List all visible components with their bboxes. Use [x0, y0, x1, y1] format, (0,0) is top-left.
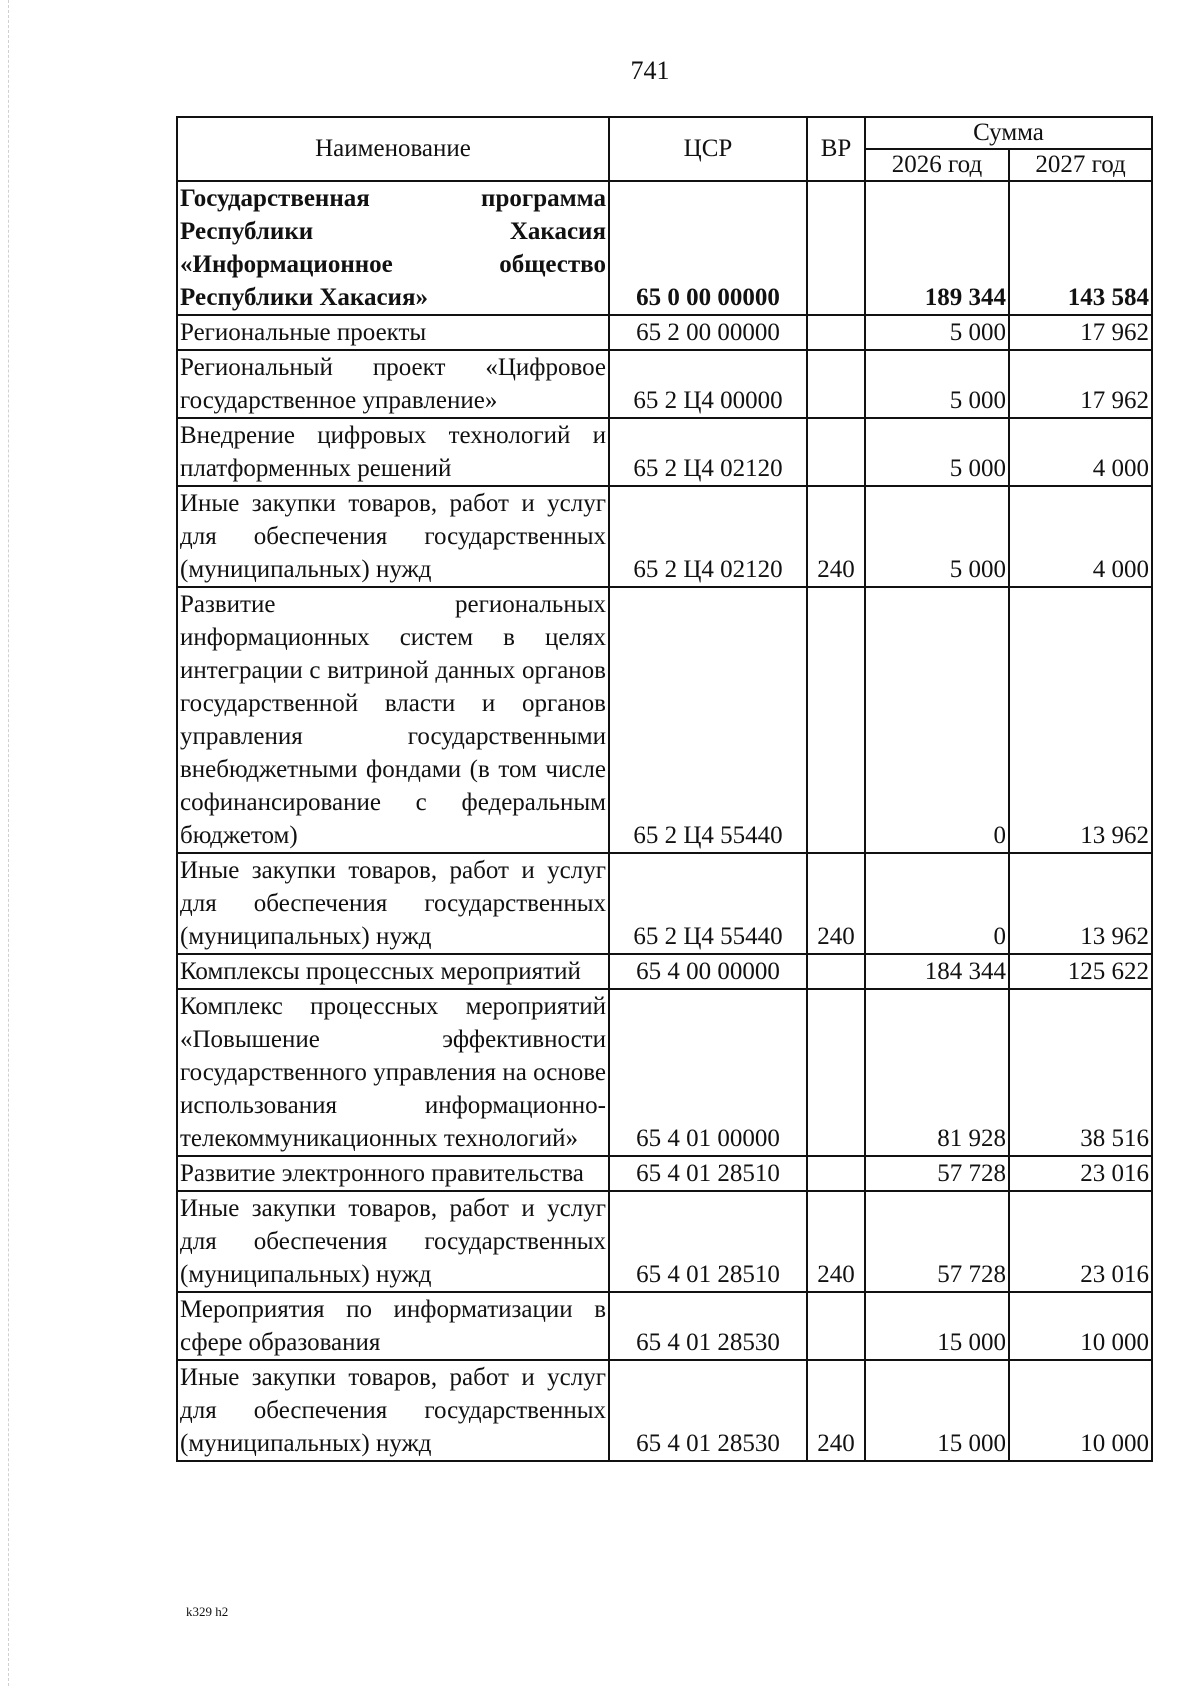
cell-vr	[807, 181, 865, 315]
header-sum: Сумма	[865, 117, 1152, 149]
header-vr: ВР	[807, 117, 865, 181]
cell-csr: 65 4 01 28510	[609, 1156, 807, 1191]
cell-csr: 65 4 01 28510	[609, 1191, 807, 1292]
cell-csr: 65 2 Ц4 55440	[609, 587, 807, 853]
cell-2027: 143 584	[1009, 181, 1152, 315]
cell-2026: 57 728	[865, 1191, 1009, 1292]
cell-vr: 240	[807, 853, 865, 954]
cell-csr: 65 2 Ц4 55440	[609, 853, 807, 954]
table-row	[177, 350, 1152, 418]
table-row	[177, 486, 1152, 587]
cell-csr: 65 4 01 00000	[609, 989, 807, 1156]
cell-2027: 10 000	[1009, 1360, 1152, 1461]
cell-vr: 240	[807, 1360, 865, 1461]
cell-name: Комплекс процессных мероприятий «Повышение эффективности государственного управления на основе использования информационно-телекоммуникационных технологий»	[177, 989, 609, 1156]
cell-name: Государственная программа Республики Хакасия «Информационное общество Республики Хакасия»	[177, 181, 609, 315]
cell-name: Развитие региональных информационных систем в целях интеграции с витриной данных органов государственной власти и органов управления государственными внебюджетными фондами (в том числе софинансирование с федеральным бюджетом)	[177, 587, 609, 853]
cell-name: Комплексы процессных мероприятий	[177, 954, 609, 989]
cell-2026: 5 000	[865, 418, 1009, 486]
cell-2026: 5 000	[865, 315, 1009, 350]
cell-csr: 65 2 Ц4 00000	[609, 350, 807, 418]
table-body	[177, 181, 1152, 1461]
cell-vr	[807, 989, 865, 1156]
cell-vr	[807, 1156, 865, 1191]
cell-2026: 15 000	[865, 1360, 1009, 1461]
table-row	[177, 1156, 1152, 1191]
table-row	[177, 1292, 1152, 1360]
cell-2027: 4 000	[1009, 486, 1152, 587]
cell-2026: 0	[865, 853, 1009, 954]
cell-name: Мероприятия по информатизации в сфере образования	[177, 1292, 609, 1360]
table-row	[177, 1360, 1152, 1461]
cell-vr	[807, 315, 865, 350]
cell-csr: 65 0 00 00000	[609, 181, 807, 315]
header-year-2027: 2027 год	[1009, 149, 1152, 181]
cell-csr: 65 2 Ц4 02120	[609, 486, 807, 587]
cell-name: Развитие электронного правительства	[177, 1156, 609, 1191]
cell-2027: 17 962	[1009, 315, 1152, 350]
cell-csr: 65 4 01 28530	[609, 1360, 807, 1461]
cell-2027: 4 000	[1009, 418, 1152, 486]
cell-vr: 240	[807, 486, 865, 587]
cell-name: Региональные проекты	[177, 315, 609, 350]
table-row	[177, 587, 1152, 853]
cell-2027: 23 016	[1009, 1191, 1152, 1292]
cell-name: Региональный проект «Цифровое государственное управление»	[177, 350, 609, 418]
cell-2026: 57 728	[865, 1156, 1009, 1191]
footer-code: k329 h2	[186, 1604, 229, 1619]
cell-2027: 38 516	[1009, 989, 1152, 1156]
cell-2026: 81 928	[865, 989, 1009, 1156]
cell-2027: 23 016	[1009, 1156, 1152, 1191]
cell-2026: 5 000	[865, 486, 1009, 587]
cell-name: Иные закупки товаров, работ и услуг для обеспечения государственных (муниципальных) нужд	[177, 1360, 609, 1461]
scan-edge-line	[8, 0, 9, 1686]
table-row	[177, 853, 1152, 954]
cell-csr: 65 2 Ц4 02120	[609, 418, 807, 486]
cell-name: Иные закупки товаров, работ и услуг для обеспечения государственных (муниципальных) нужд	[177, 853, 609, 954]
table-row	[177, 954, 1152, 989]
table-row	[177, 315, 1152, 350]
cell-name: Иные закупки товаров, работ и услуг для обеспечения государственных (муниципальных) нужд	[177, 1191, 609, 1292]
cell-2026: 189 344	[865, 181, 1009, 315]
cell-2026: 0	[865, 587, 1009, 853]
cell-2026: 15 000	[865, 1292, 1009, 1360]
cell-2026: 5 000	[865, 350, 1009, 418]
cell-vr: 240	[807, 1191, 865, 1292]
cell-vr	[807, 418, 865, 486]
table-header	[177, 117, 1152, 181]
table-row	[177, 418, 1152, 486]
cell-name: Внедрение цифровых технологий и платформенных решений	[177, 418, 609, 486]
cell-csr: 65 2 00 00000	[609, 315, 807, 350]
cell-2027: 13 962	[1009, 853, 1152, 954]
cell-2027: 17 962	[1009, 350, 1152, 418]
table-row	[177, 989, 1152, 1156]
cell-name: Иные закупки товаров, работ и услуг для обеспечения государственных (муниципальных) нужд	[177, 486, 609, 587]
cell-vr	[807, 954, 865, 989]
cell-2027: 10 000	[1009, 1292, 1152, 1360]
header-name: Наименование	[177, 117, 609, 181]
table-row	[177, 181, 1152, 315]
cell-vr	[807, 587, 865, 853]
cell-2026: 184 344	[865, 954, 1009, 989]
cell-csr: 65 4 00 00000	[609, 954, 807, 989]
header-year-2026: 2026 год	[865, 149, 1009, 181]
cell-vr	[807, 350, 865, 418]
table-row	[177, 1191, 1152, 1292]
page-number: 741	[630, 56, 670, 85]
cell-2027: 13 962	[1009, 587, 1152, 853]
cell-vr	[807, 1292, 865, 1360]
budget-table	[176, 116, 1153, 1462]
cell-csr: 65 4 01 28530	[609, 1292, 807, 1360]
cell-2027: 125 622	[1009, 954, 1152, 989]
header-csr: ЦСР	[609, 117, 807, 181]
